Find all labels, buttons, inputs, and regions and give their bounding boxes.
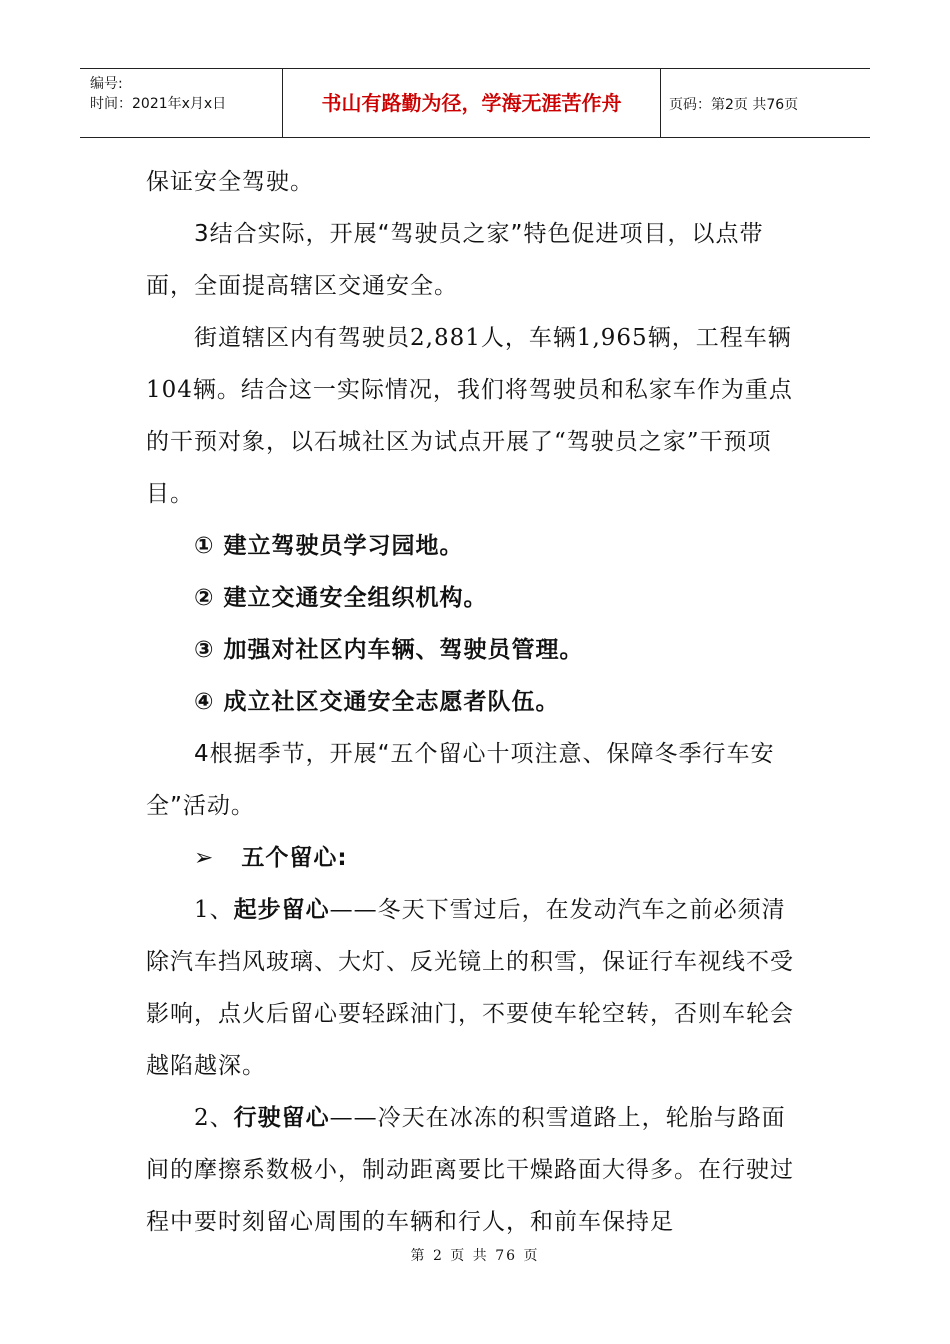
section-heading-4: 4根据季节，开展“五个留心十项注意、保障冬季行车安全”活动。	[146, 741, 775, 819]
paragraph: 保证安全驾驶。	[146, 169, 314, 195]
header-motto: 书山有路勤为径，学海无涯苦作舟	[283, 69, 661, 137]
document-header	[80, 68, 870, 138]
bullet-heading	[146, 832, 806, 884]
list-item: ① 建立驾驶员学习园地。	[194, 533, 464, 559]
item-text: ——冬天下雪过后，在发动汽车之前必须清除汽车挡风玻璃、大灯、反光镜上的积雪，保证行车视线不受影响，点火后留心要轻踩油门，不要使车轮空转，否则车轮会越陷越深。	[146, 897, 794, 1079]
list-item: ② 建立交通安全组织机构。	[194, 585, 488, 611]
bullet-heading-text: 五个留心:	[241, 845, 348, 871]
numbered-item	[146, 1092, 806, 1248]
time-label: 时间：2021年x月x日	[90, 96, 227, 112]
number-label: 编号:	[90, 76, 123, 92]
section-heading-3: 3结合实际，开展“驾驶员之家”特色促进项目，以点带面，全面提高辖区交通安全。	[146, 221, 764, 299]
header-page-info	[661, 69, 870, 137]
page-footer: 第 2 页 共 76 页	[410, 1248, 540, 1264]
numbered-item	[146, 884, 806, 1092]
item-number: 2、	[194, 1105, 234, 1131]
item-text: ——冷天在冰冻的积雪道路上，轮胎与路面间的摩擦系数极小，制动距离要比干燥路面大得多。在行驶过程中要时刻留心周围的车辆和行人，和前车保持足	[146, 1105, 794, 1235]
list-item: ④ 成立社区交通安全志愿者队伍。	[194, 689, 560, 715]
item-term: 行驶留心	[233, 1105, 330, 1131]
paragraph: 街道辖区内有驾驶员2,881人，车辆1,965辆，工程车辆104辆。结合这一实际情况，我们将驾驶员和私家车作为重点的干预对象，以石城社区为试点开展了“驾驶员之家”干预项目。	[146, 325, 793, 507]
header-meta	[80, 69, 283, 137]
item-number: 1、	[194, 897, 234, 923]
arrow-bullet-icon: ➢	[194, 845, 215, 871]
item-term: 起步留心	[233, 897, 330, 923]
page-info-text: 页码：第2页 共76页	[669, 97, 799, 113]
document-body	[146, 156, 806, 1248]
list-item: ③ 加强对社区内车辆、驾驶员管理。	[194, 637, 584, 663]
